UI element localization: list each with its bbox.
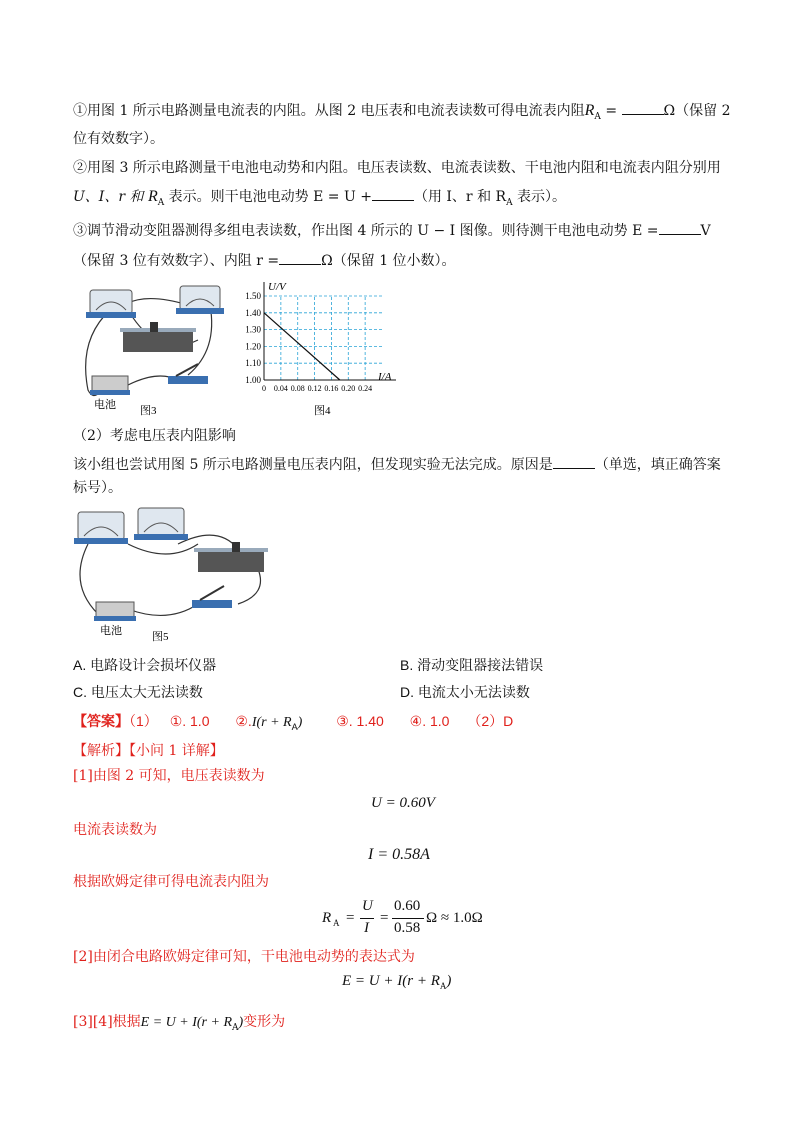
equation-1: U = 0.60V xyxy=(371,795,435,811)
rheostat-icon xyxy=(120,322,196,352)
q1-line-5: ③调节滑动变阻器测得多组电表读数，作出图 4 所示的 U − I 图像。则待测干电池电动势 E = V xyxy=(73,220,711,241)
answer-blank-4[interactable] xyxy=(279,250,321,265)
q1-line-6: （保留 3 位有效数字）、内阻 r = Ω（保留 1 位小数）。 xyxy=(73,250,456,271)
analysis-step-1: [1]由图 2 可知，电压表读数为 xyxy=(73,768,265,784)
x-tick-label: 0.04 xyxy=(273,384,288,393)
battery-icon xyxy=(90,376,130,395)
voltmeter-icon xyxy=(74,512,128,544)
y-tick-label: 1.50 xyxy=(245,291,261,301)
analysis-label: 【解析】【小问 1 详解】 xyxy=(73,743,224,759)
ammeter-icon xyxy=(176,286,224,314)
x-tick-label: 0.20 xyxy=(341,384,356,393)
rheostat-icon xyxy=(194,542,268,572)
q1-line-4: U、I、r 和 $R_A$ 表示。则干电池电动势 E = U + （用 I、r 和 $R_A$ 表示）。 xyxy=(73,188,567,208)
q1-line-1: ①用图 1 所示电路测量电流表的内阻。从图 2 电压表和电流表读数可得电流表内阻$R_A = \Omega$（保留 2 xyxy=(73,102,731,122)
x-tick-label: 0.08 xyxy=(290,384,305,393)
x-tick-label: 0.16 xyxy=(324,384,339,393)
option-b[interactable]: B. 滑动变阻器接法错误 xyxy=(400,657,544,673)
figure-4-chart xyxy=(234,280,404,420)
q1-line-3: ②用图 3 所示电路测量干电池电动势和内阻。电压表读数、电流表读数、干电池内阻和电流表内阻分别用 xyxy=(73,160,721,176)
answer-blank-2[interactable] xyxy=(372,186,414,201)
y-tick-label: 1.20 xyxy=(245,341,261,352)
analysis-step-5: [3][4]根据$E = U + I(r + R_A)$变形为 xyxy=(73,1014,286,1033)
x-tick-label: 0.12 xyxy=(307,384,322,393)
battery-label: 电池 xyxy=(94,399,116,411)
answer-line: 【答案】（1） ①. 1.0 ②.I(r + $R_A$) ③. 1.40 ④. 1.0 （2）D xyxy=(73,713,514,732)
option-c[interactable]: C. 电压太大无法读数 xyxy=(73,684,203,700)
q2-line-2: 标号）。 xyxy=(73,480,122,496)
battery-icon xyxy=(94,602,136,621)
equation-2: I = 0.58A xyxy=(368,846,430,863)
analysis-step-2: 电流表读数为 xyxy=(73,822,157,838)
x-axis-label: I/A xyxy=(378,371,392,383)
figure-5-circuit xyxy=(68,504,278,644)
battery-label: 电池 xyxy=(100,625,122,637)
y-tick-labels xyxy=(245,291,261,385)
q1-line-2: 位有效数字）。 xyxy=(73,131,164,147)
chart-grid xyxy=(264,296,382,380)
figure-5-caption: 图5 xyxy=(152,631,169,643)
switch-icon xyxy=(192,586,232,608)
figure-3-circuit xyxy=(68,280,228,420)
y-tick-label: 1.10 xyxy=(245,358,261,369)
figure-4-caption: 图4 xyxy=(314,405,331,417)
x-tick-label: 0 xyxy=(262,384,266,393)
switch-icon xyxy=(168,364,208,384)
answer-blank-3[interactable] xyxy=(659,220,701,235)
ammeter-icon xyxy=(134,508,188,540)
y-tick-label: 1.30 xyxy=(245,324,261,335)
x-tick-label: 0.24 xyxy=(358,384,373,393)
y-tick-label: 1.00 xyxy=(245,375,261,385)
x-tick-labels xyxy=(262,384,372,393)
option-d[interactable]: D. 电流太小无法读数 xyxy=(400,684,530,700)
y-tick-label: 1.40 xyxy=(245,307,261,318)
voltmeter-icon xyxy=(86,290,136,318)
figure-3-caption: 图3 xyxy=(140,405,157,417)
answer-blank-1[interactable] xyxy=(622,100,664,115)
y-axis-label: U/V xyxy=(268,281,286,293)
analysis-step-4: [2]由闭合电路欧姆定律可知，干电池电动势的表达式为 xyxy=(73,949,415,965)
q2-line-1: 该小组也尝试用图 5 所示电路测量电压表内阻，但发现实验无法完成。原因是 （单选，填正确答案 xyxy=(73,454,721,475)
q2-title: （2）考虑电压表内阻影响 xyxy=(73,428,236,444)
answer-blank-5[interactable] xyxy=(553,454,595,469)
analysis-step-3: 根据欧姆定律可得电流表内阻为 xyxy=(73,874,269,890)
option-a[interactable]: A. 电路设计会损坏仪器 xyxy=(73,657,217,673)
equation-4: $E = U + I(r + R_A)$ xyxy=(342,973,452,991)
